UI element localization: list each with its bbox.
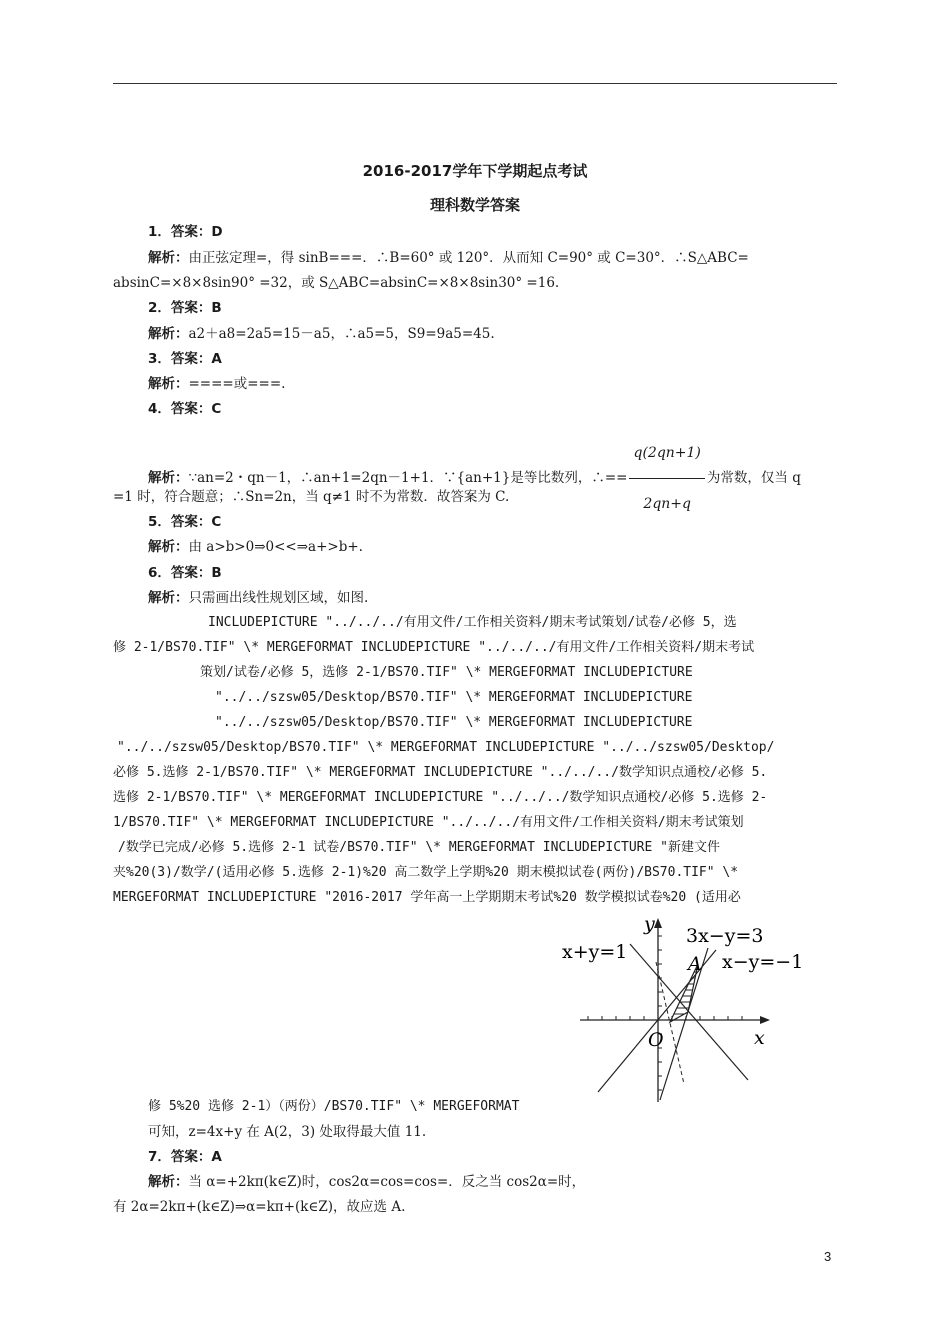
q4-exp-label: 解析： [148,470,189,486]
q4-fraction-numerator: q(2qn+1) [629,430,704,479]
label-y-axis: y [644,913,655,935]
include-line: INCLUDEPICTURE "../../../有用文件/工作相关资料/期末考试策划/试卷/必修 5，选 [208,615,737,630]
include-line: "../../szsw05/Desktop/BS70.TIF" \* MERGEFORMAT INCLUDEPICTURE "../../szsw05/Desktop/ [117,740,775,755]
q6-exp-text: 只需画出线性规划区域，如图. [188,590,369,606]
q6-include-tail: 修 5%20 选修 2-1）（两份）/BS70.TIF" \* MERGEFORMAT [148,1099,520,1114]
page-number: 3 [824,1249,832,1264]
include-line: 必修 5.选修 2-1/BS70.TIF" \* MERGEFORMAT INCLUDEPICTURE "../../../数学知识点通校/必修 5. [113,765,768,780]
header-rule [113,83,837,84]
q6-exp-label: 解析： [148,590,189,606]
include-line: "../../szsw05/Desktop/BS70.TIF" \* MERGEFORMAT INCLUDEPICTURE [215,715,693,730]
q1-exp-label: 解析： [148,250,189,266]
q1-explanation [148,248,749,268]
q4-exp-text: ∵an=2・qn－1，∴an+1=2qn－1+1．∵{an+1}是等比数列，∴== [188,470,628,486]
q2-exp-label: 解析： [148,326,189,342]
y-axis-arrow [654,918,662,928]
q5-explanation [148,537,363,557]
q1-explanation-cont: absinC=×8×8sin90° =32，或 S△ABC=absinC=×8×8sin30° =16. [113,275,560,291]
include-line: 夹%20(3)/数学/(适用必修 5.选修 2-1)%20 高二数学上学期%20 期末模拟试卷(两份)/BS70.TIF" \* [113,865,739,880]
q1-exp-text: 由正弦定理=，得 sinB===．∴B=60° 或 120°．从而知 C=90° 或 C=30°．∴S△ABC= [188,250,749,266]
include-line: MERGEFORMAT INCLUDEPICTURE "2016-2017 学年高一上学期期末考试%20 数学模拟试卷%20 (适用必 [113,890,741,905]
q2-explanation [148,324,495,344]
q4-fraction [629,430,704,527]
q3-exp-text: ====或===. [188,376,286,392]
q4-explanation-cont: =1 时，符合题意；∴Sn=2n，当 q≠1 时不为常数．故答案为 C. [113,489,510,505]
q3-explanation [148,374,285,394]
q6-answer: 6．答案：B [148,565,222,581]
q1-answer: 1．答案：D [148,224,223,240]
q3-exp-label: 解析： [148,376,189,392]
label-x-axis: x [754,1027,765,1049]
include-line: 策划/试卷/必修 5，选修 2-1/BS70.TIF" \* MERGEFORMAT INCLUDEPICTURE [200,665,693,680]
q7-explanation-cont: 有 2α=2kπ+(k∈Z)⇒α=kπ+(k∈Z)，故应选 A. [113,1199,406,1215]
page-title: 2016-2017学年下学期起点考试 [362,162,588,180]
q7-exp-text: 当 α=+2kπ(k∈Z)时，cos2α=cos=cos=．反之当 cos2α=时， [188,1174,586,1190]
objective-dashed-line [656,962,684,1084]
include-line: "../../szsw05/Desktop/BS70.TIF" \* MERGEFORMAT INCLUDEPICTURE [215,690,693,705]
q4-fraction-denominator: 2qn+q [643,496,691,512]
include-line: 1/BS70.TIF" \* MERGEFORMAT INCLUDEPICTURE "../../../有用文件/工作相关资料/期末考试策划 [113,815,744,830]
label-x-plus-y-eq-1: x+y=1 [562,941,628,963]
label-3x-minus-y-eq-3: 3x−y=3 [686,925,764,947]
x-axis-arrow [760,1016,770,1024]
label-x-minus-y-eq-neg1: x−y=−1 [722,951,804,973]
q4-answer: 4．答案：C [148,401,222,417]
linear-programming-graph [558,912,804,1112]
q7-answer: 7．答案：A [148,1149,222,1165]
q4-explanation [148,430,801,527]
q5-answer: 5．答案：C [148,514,222,530]
page-subtitle: 理科数学答案 [429,196,520,214]
q3-answer: 3．答案：A [148,351,222,367]
q7-exp-label: 解析： [148,1174,189,1190]
q6-result: 可知，z=4x+y 在 A(2，3) 处取得最大值 11. [148,1124,427,1140]
q5-exp-label: 解析： [148,539,189,555]
q4-exp-tail: 为常数，仅当 q [706,470,801,486]
label-point-a: A [688,953,702,975]
include-line: 修 2-1/BS70.TIF" \* MERGEFORMAT INCLUDEPICTURE "../../../有用文件/工作相关资料/期末考试 [113,640,755,655]
q2-answer: 2．答案：B [148,300,222,316]
q6-explanation [148,588,368,608]
q5-exp-text: 由 a>b>0⇒0<<⇒a+>b+. [188,539,363,555]
q2-exp-text: a2＋a8=2a5=15－a5，∴a5=5，S9=9a5=45. [188,326,495,342]
include-line: 选修 2-1/BS70.TIF" \* MERGEFORMAT INCLUDEPICTURE "../../../数学知识点通校/必修 5.选修 2- [113,790,768,805]
q7-explanation [148,1172,585,1192]
label-origin: O [648,1029,664,1051]
include-line: /数学已完成/必修 5.选修 2-1 试卷/BS70.TIF" \* MERGEFORMAT INCLUDEPICTURE "新建文件 [118,840,720,855]
